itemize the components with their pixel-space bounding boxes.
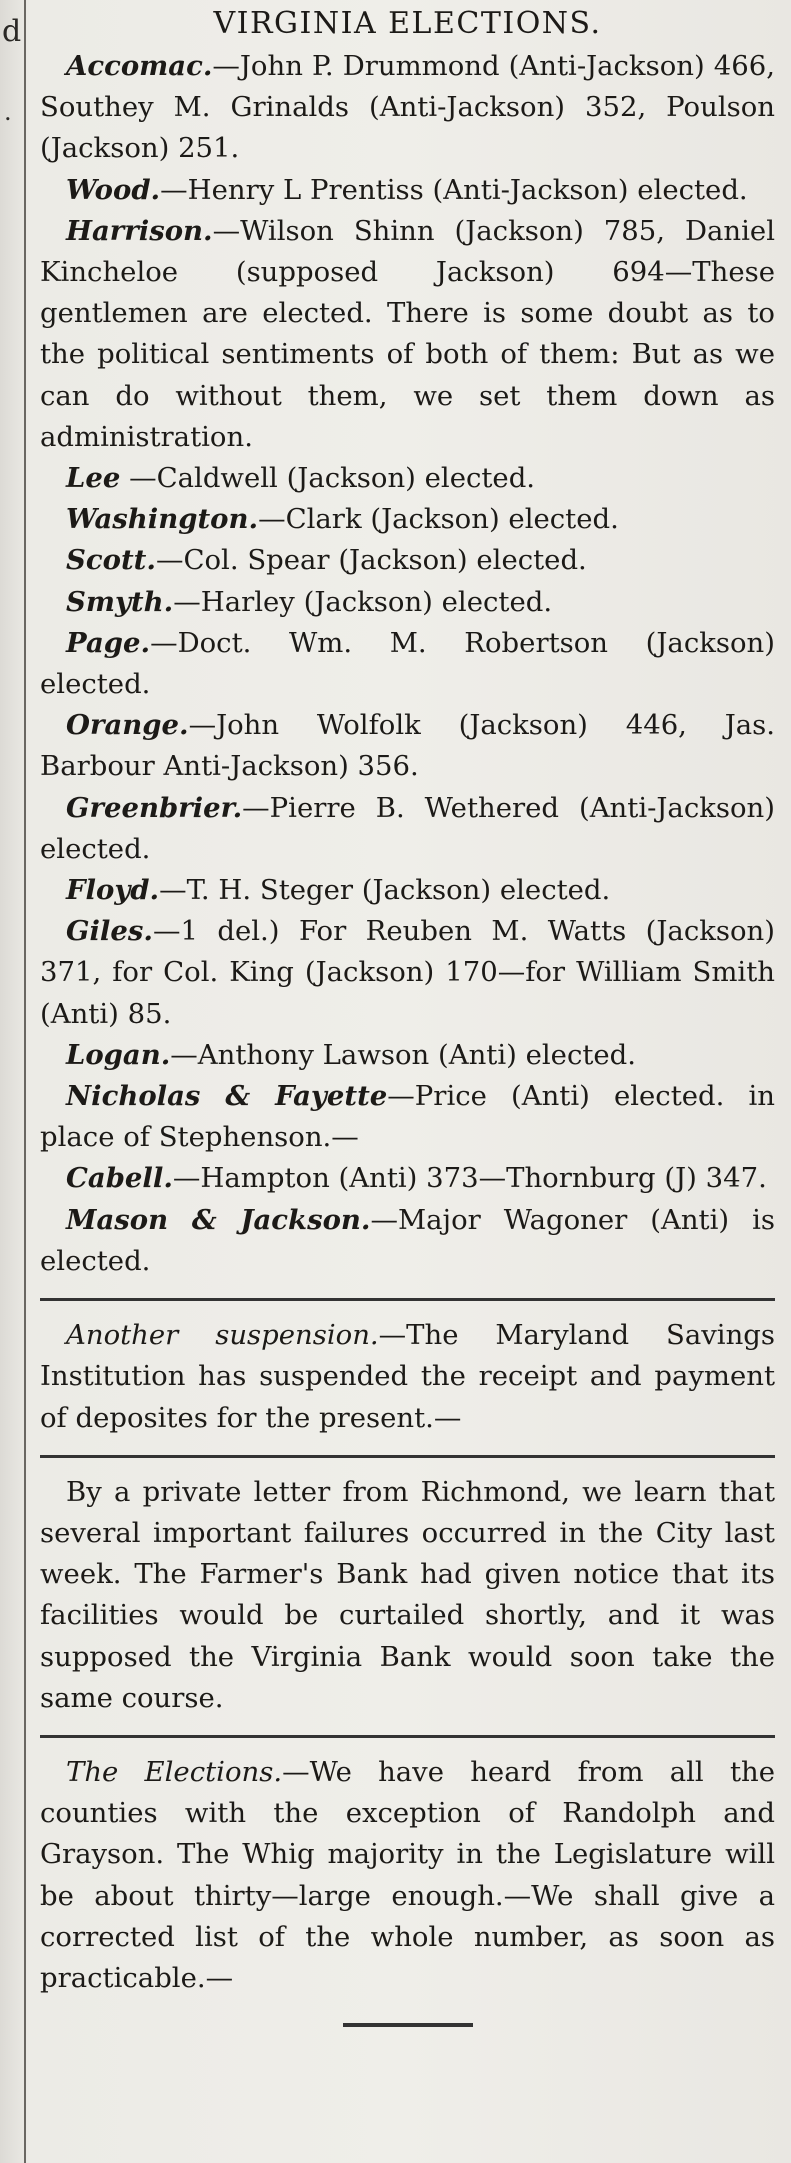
election-result-text: —Doct. Wm. M. Robertson (Jackson) elected. <box>40 626 775 701</box>
elections-note-label: The Elections. <box>66 1755 283 1788</box>
county-name: Lee <box>66 462 121 495</box>
county-name: Cabell. <box>66 1162 173 1195</box>
county-name: Orange. <box>66 709 189 742</box>
election-result-text: —Caldwell (Jackson) elected. <box>120 462 536 495</box>
election-entry <box>40 211 775 458</box>
election-result-text: —Hampton (Anti) 373—Thornburg (J) 347. <box>172 1162 767 1195</box>
suspension-paragraph <box>40 1315 775 1439</box>
column-divider-rule <box>24 0 26 2163</box>
elections-note-text: —We have heard from all the counties with the exception of Randolph and Grayson. The Whig majority in the Legislature will be about thirty—large enough.—We shall give a corrected list of the whole number, as soon as practicable.— <box>40 1755 775 1994</box>
election-entry <box>40 870 775 911</box>
section-divider <box>40 1455 775 1458</box>
elections-note-paragraph <box>40 1752 775 1999</box>
election-entry <box>40 1076 775 1158</box>
election-entry <box>40 458 775 499</box>
election-entry <box>40 1035 775 1076</box>
county-name: Harrison. <box>66 214 213 247</box>
election-entry <box>40 1158 775 1199</box>
section-divider <box>40 1735 775 1738</box>
county-name: Giles. <box>66 915 153 948</box>
election-entry <box>40 911 775 1035</box>
richmond-paragraph: By a private letter from Richmond, we learn that several important failures occurred in the City last week. The Farmer's Bank had given notice that its facilities would be curtailed shortly, and it was supposed the Virginia Bank would soon take the same course. <box>40 1475 775 1714</box>
county-name: Nicholas & Fayette <box>66 1080 388 1113</box>
county-name: Smyth. <box>66 585 174 618</box>
county-name: Logan. <box>66 1038 171 1071</box>
election-result-text: —John P. Drummond (Anti-Jackson) 466, Southey M. Grinalds (Anti-Jackson) 352, Poulson (Jackson) 251. <box>40 50 775 165</box>
election-results-list <box>40 46 775 1282</box>
election-result-text: —Price (Anti) elected. in place of Stephenson.— <box>40 1080 775 1154</box>
election-entry <box>40 499 775 540</box>
headline: VIRGINIA ELECTIONS. <box>213 6 602 41</box>
suspension-text: —The Maryland Savings Institution has suspended the receipt and payment of deposites for the present.— <box>40 1319 776 1434</box>
election-result-text: —Pierre B. Wethered (Anti-Jackson) elected. <box>40 791 775 865</box>
election-result-text: —Major Wagoner (Anti) is elected. <box>40 1203 775 1277</box>
article-column <box>40 6 775 2027</box>
county-name: Greenbrier. <box>66 791 243 824</box>
election-entry <box>40 46 775 170</box>
county-name: Page. <box>66 626 151 659</box>
election-entry <box>40 582 775 623</box>
adjacent-column-fragment: . <box>4 98 12 126</box>
county-name: Scott. <box>66 544 156 577</box>
election-result-text: —Henry L Prentiss (Anti-Jackson) elected. <box>160 173 748 206</box>
election-result-text: —John Wolfolk (Jackson) 446, Jas. Barbour Anti-Jackson) 356. <box>40 709 775 783</box>
election-result-text: —Clark (Jackson) elected. <box>258 503 619 536</box>
election-result-text: —T. H. Steger (Jackson) elected. <box>159 874 611 907</box>
election-result-text: —Harley (Jackson) elected. <box>173 585 553 618</box>
election-entry <box>40 170 775 211</box>
election-entry <box>40 788 775 870</box>
election-result-text: —Wilson Shinn (Jackson) 785, Daniel Kincheloe (supposed Jackson) 694—These gentlemen are elected. There is some doubt as to the political sentiments of both of them: But as we can do without them, we set them down as administration. <box>40 214 775 453</box>
section-divider <box>40 1298 775 1301</box>
end-rule <box>343 2023 473 2027</box>
election-entry <box>40 623 775 705</box>
election-entry <box>40 540 775 581</box>
election-entry <box>40 1200 775 1282</box>
election-result-text: —1 del.) For Reuben M. Watts (Jackson) 371, for Col. King (Jackson) 170—for William Smith (Anti) 85. <box>40 915 775 1030</box>
county-name: Washington. <box>66 503 259 536</box>
county-name: Wood. <box>66 173 161 206</box>
election-result-text: —Col. Spear (Jackson) elected. <box>155 544 587 577</box>
adjacent-column-fragment: d <box>2 14 22 49</box>
suspension-label: Another suspension. <box>66 1319 379 1352</box>
election-entry <box>40 705 775 787</box>
county-name: Mason & Jackson. <box>66 1203 371 1236</box>
county-name: Accomac. <box>66 50 213 82</box>
election-result-text: —Anthony Lawson (Anti) elected. <box>170 1038 637 1071</box>
county-name: Floyd. <box>66 874 160 907</box>
